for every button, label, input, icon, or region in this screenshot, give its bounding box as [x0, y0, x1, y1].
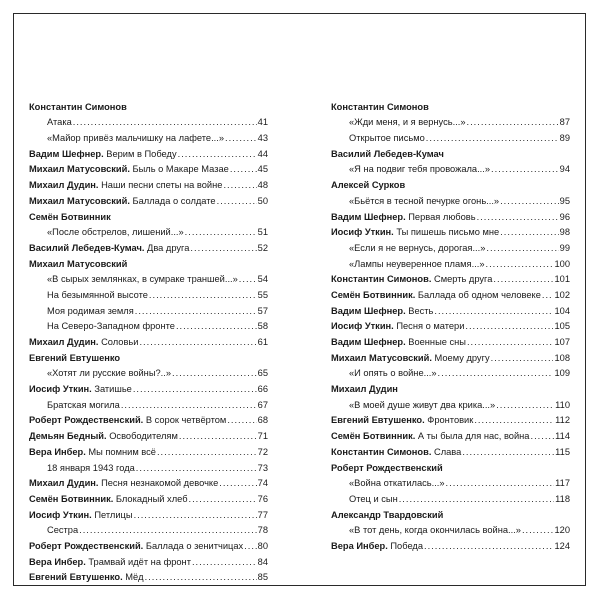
poem-title: «И опять о войне...» [349, 368, 437, 379]
poem-title: Трамвай идёт на фронт [85, 556, 191, 567]
toc-entry [29, 568, 268, 584]
page-number: 104 [554, 305, 570, 316]
page-number: 110 [555, 399, 570, 410]
page-number: 124 [554, 540, 570, 551]
author-name: Евгений Евтушенко [29, 352, 121, 363]
dot-leader [145, 572, 257, 583]
poem-title: Баллада об одном человеке [415, 289, 541, 300]
toc-subentry [29, 458, 268, 474]
dot-leader [486, 259, 554, 270]
toc-entry [29, 426, 268, 442]
author-name: Роберт Рождественский. [29, 415, 144, 426]
dot-leader [179, 431, 257, 442]
author-name: Иосиф Уткин. [29, 384, 92, 395]
dot-leader [136, 463, 257, 474]
dot-leader [189, 494, 257, 505]
author-name: Вадим Шефнер. [29, 148, 104, 159]
page-number: 108 [554, 352, 570, 363]
toc-subentry [29, 317, 268, 333]
poem-title: Песня о матери [393, 321, 465, 332]
dot-leader [424, 541, 553, 552]
page-number: 68 [257, 415, 268, 426]
dot-leader [467, 117, 559, 128]
dot-leader [192, 557, 257, 568]
toc-entry [29, 474, 268, 490]
author-name: Василий Лебедев-Кумач. [29, 242, 145, 253]
toc-entry [331, 442, 570, 458]
dot-leader [491, 353, 554, 364]
author-name: Вера Инбер. [29, 446, 86, 457]
page-number: 89 [559, 133, 570, 144]
page-number: 98 [559, 227, 570, 238]
toc-entry [331, 223, 570, 239]
poem-title: Смерть друга [431, 274, 493, 285]
author-name: Константин Симонов [29, 101, 127, 112]
page-number: 66 [257, 384, 268, 395]
toc-author-heading [331, 505, 570, 521]
page-number: 112 [555, 415, 570, 426]
toc-subentry [331, 254, 570, 270]
poem-title: «Если я не вернусь, дорогая...» [349, 242, 486, 253]
poem-title: Ты пишешь письмо мне [393, 227, 500, 238]
toc-column-left [29, 97, 268, 583]
toc-subentry [331, 160, 570, 176]
toc-entry [29, 552, 268, 568]
dot-leader [491, 164, 559, 175]
author-name: Михаил Дудин. [29, 180, 99, 191]
page-number: 77 [257, 509, 268, 520]
dot-leader [239, 274, 257, 285]
poem-title: Весть [405, 305, 434, 316]
toc-author-heading [29, 348, 268, 364]
toc-subentry [331, 128, 570, 144]
poem-title: «Война откатилась...» [349, 478, 445, 489]
poem-title: Моя родимая земля [47, 305, 134, 316]
page-number: 102 [554, 289, 570, 300]
dot-leader [176, 321, 257, 332]
toc-entry [29, 536, 268, 552]
page-number: 115 [555, 446, 570, 457]
dot-leader [219, 478, 256, 489]
dot-leader [121, 400, 257, 411]
toc-subentry [331, 364, 570, 380]
toc-entry [29, 411, 268, 427]
toc-entry [331, 317, 570, 333]
book-page [13, 13, 586, 586]
toc-subentry [331, 113, 570, 129]
author-name: Александр Твардовский [331, 509, 444, 520]
dot-leader [73, 117, 257, 128]
author-name: Семён Ботвинник. [29, 493, 114, 504]
author-name: Константин Симонов. [331, 446, 432, 457]
dot-leader [542, 290, 554, 301]
toc-subentry [331, 489, 570, 505]
author-name: Вера Инбер. [331, 540, 388, 551]
poem-title: «В моей душе живут два крика...» [349, 399, 496, 410]
toc-subentry [29, 301, 268, 317]
toc-author-heading [29, 254, 268, 270]
author-name: Михаил Матусовский. [29, 195, 130, 206]
dot-leader [178, 149, 257, 160]
toc-author-heading [331, 97, 570, 113]
toc-entry [331, 411, 570, 427]
poem-title: Песня незнакомой девочке [98, 478, 219, 489]
author-name: Михаил Дудин. [29, 478, 99, 489]
page-number: 114 [555, 431, 570, 442]
poem-title: «Я на подвиг тебя провожала...» [349, 164, 491, 175]
toc-subentry [29, 285, 268, 301]
page-number: 95 [559, 195, 570, 206]
dot-leader [465, 321, 553, 332]
poem-title: «Жди меня, и я вернусь...» [349, 117, 466, 128]
page-number: 105 [554, 321, 570, 332]
page-number: 48 [257, 180, 268, 191]
page-number: 80 [257, 540, 268, 551]
poem-title: «Лампы неуверенное пламя...» [349, 258, 485, 269]
poem-title: Быль о Макаре Мазае [129, 164, 229, 175]
page-number: 43 [257, 133, 268, 144]
page-number: 52 [257, 242, 268, 253]
dot-leader [467, 337, 554, 348]
dot-leader [133, 384, 257, 395]
toc-subentry [29, 364, 268, 380]
page-number: 55 [257, 289, 268, 300]
toc-entry [29, 238, 268, 254]
poem-title: Братская могила [47, 399, 120, 410]
dot-leader [399, 494, 554, 505]
toc-subentry [331, 191, 570, 207]
toc-entry [331, 348, 570, 364]
page-number: 73 [257, 462, 268, 473]
dot-leader [227, 415, 256, 426]
dot-leader [486, 243, 558, 254]
dot-leader [474, 415, 554, 426]
poem-title: На безымянной высоте [47, 289, 148, 300]
poem-title: Фронтовик [424, 415, 474, 426]
poem-title: В сорок четвёртом [143, 415, 227, 426]
author-name: Иосиф Уткин. [331, 321, 394, 332]
dot-leader [134, 510, 257, 521]
author-name: Семён Ботвинник. [331, 289, 416, 300]
poem-title: Затишье [91, 384, 132, 395]
poem-title: Победа [387, 540, 424, 551]
dot-leader [500, 227, 558, 238]
poem-title: Освободителям [106, 431, 178, 442]
page-number: 100 [554, 258, 570, 269]
author-name: Василий Лебедев-Кумач [331, 148, 444, 159]
page-number: 87 [559, 117, 570, 128]
page-number: 118 [555, 493, 570, 504]
author-name: Константин Симонов [331, 101, 429, 112]
dot-leader [462, 447, 554, 458]
poem-title: На Северо-Западном фронте [47, 321, 175, 332]
page-number: 107 [554, 337, 570, 347]
toc-subentry [29, 113, 268, 129]
author-name: Вера Инбер. [29, 556, 86, 567]
poem-title: Слава [431, 446, 462, 457]
dot-leader [223, 180, 256, 191]
toc-subentry [331, 238, 570, 254]
dot-leader [434, 306, 553, 317]
poem-title: Сестра [47, 525, 79, 536]
poem-title: Мёд [122, 572, 144, 583]
page-number: 58 [257, 321, 268, 332]
toc-subentry [29, 521, 268, 537]
page-number: 65 [257, 368, 268, 379]
dot-leader [135, 306, 257, 317]
toc-entry [29, 332, 268, 348]
dot-leader [149, 290, 257, 301]
page-number: 84 [257, 556, 268, 567]
page-number: 96 [559, 211, 570, 222]
toc-entry [331, 536, 570, 552]
poem-title: Блокадный хлеб [113, 493, 188, 504]
toc-subentry [331, 474, 570, 490]
toc-entry [331, 285, 570, 301]
page-number: 57 [257, 305, 268, 316]
page-number: 94 [559, 164, 570, 175]
page-number: 50 [257, 195, 268, 206]
author-name: Михаил Дудин [331, 384, 398, 395]
toc-subentry [331, 395, 570, 411]
page-number: 61 [257, 337, 268, 347]
author-name: Семён Ботвинник. [331, 431, 416, 442]
page-number: 71 [257, 431, 268, 442]
page-number: 51 [257, 227, 268, 238]
page-number: 85 [257, 572, 268, 583]
page-number: 41 [257, 117, 268, 128]
poem-title: Верим в Победу [103, 148, 177, 159]
toc-subentry [29, 128, 268, 144]
dot-leader [157, 447, 257, 458]
author-name: Михаил Матусовский [29, 258, 128, 269]
poem-title: «Хотят ли русские войны?..» [47, 368, 172, 379]
toc-subentry [29, 270, 268, 286]
toc-entry [29, 175, 268, 191]
toc-entry [29, 191, 268, 207]
poem-title: «В сырых землянках, в сумраке траншей...» [47, 274, 238, 285]
dot-leader [244, 541, 256, 552]
author-name: Михаил Матусовский. [331, 352, 432, 363]
page-number: 67 [257, 399, 268, 410]
author-name: Михаил Матусовский. [29, 164, 130, 175]
page-number: 120 [554, 525, 570, 536]
page-number: 74 [257, 478, 268, 489]
toc-author-heading [331, 144, 570, 160]
author-name: Вадим Шефнер. [331, 337, 406, 347]
toc-subentry [331, 521, 570, 537]
dot-leader [530, 431, 554, 442]
author-name: Иосиф Уткин. [29, 509, 92, 520]
toc-entry [331, 270, 570, 286]
dot-leader [172, 368, 257, 379]
author-name: Вадим Шефнер. [331, 305, 406, 316]
toc-entry [29, 144, 268, 160]
toc-author-heading [331, 379, 570, 395]
page-number: 76 [257, 493, 268, 504]
page-number: 45 [257, 164, 268, 175]
poem-title: Открытое письмо [349, 133, 425, 144]
author-name: Демьян Бедный. [29, 431, 107, 442]
toc-entry [331, 207, 570, 223]
poem-title: Соловьи [98, 337, 139, 347]
toc-subentry [29, 395, 268, 411]
toc-entry [331, 426, 570, 442]
toc-entry [29, 505, 268, 521]
page-number: 54 [257, 274, 268, 285]
author-name: Роберт Рождественский. [29, 540, 144, 551]
poem-title: «После обстрелов, лишений...» [47, 227, 184, 238]
page-number: 72 [257, 446, 268, 457]
dot-leader [139, 337, 256, 348]
toc-author-heading [331, 458, 570, 474]
toc-author-heading [29, 97, 268, 113]
poem-title: «В тот день, когда окончилась война...» [349, 525, 521, 536]
poem-title: Атака [47, 117, 72, 128]
dot-leader [230, 164, 257, 175]
author-name: Алексей Сурков [331, 180, 406, 191]
dot-leader [217, 196, 257, 207]
toc-entry [331, 332, 570, 348]
dot-leader [190, 243, 256, 254]
author-name: Иосиф Уткин. [331, 227, 394, 238]
dot-leader [496, 400, 554, 411]
author-name: Вадим Шефнер. [331, 211, 406, 222]
dot-leader [185, 227, 257, 238]
toc-entry [331, 301, 570, 317]
poem-title: Военные сны [405, 337, 466, 347]
poem-title: «Бьётся в тесной печурке огонь...» [349, 195, 500, 206]
poem-title: Первая любовь [405, 211, 476, 222]
poem-title: Моему другу [431, 352, 490, 363]
toc-author-heading [331, 175, 570, 191]
author-name: Константин Симонов. [331, 274, 432, 285]
toc-author-heading [29, 207, 268, 223]
toc-column-right [331, 97, 570, 552]
poem-title: А ты была для нас, война [415, 431, 530, 442]
author-name: Семён Ботвинник [29, 211, 111, 222]
author-name: Роберт Рождественский [331, 462, 443, 473]
dot-leader [446, 478, 555, 489]
poem-title: Отец и сын [349, 493, 398, 504]
toc-entry [29, 489, 268, 505]
page-number: 99 [559, 242, 570, 253]
poem-title: 18 января 1943 года [47, 462, 135, 473]
poem-title: Баллада о солдате [129, 195, 216, 206]
author-name: Евгений Евтушенко. [29, 572, 123, 583]
toc-entry [29, 379, 268, 395]
poem-title: «Майор привёз мальчишку на лафете...» [47, 133, 225, 144]
page-number: 117 [555, 478, 570, 489]
author-name: Евгений Евтушенко. [331, 415, 425, 426]
dot-leader [500, 196, 559, 207]
poem-title: Петлицы [91, 509, 133, 520]
page-number: 101 [554, 274, 570, 285]
dot-leader [477, 212, 559, 223]
page-number: 78 [257, 525, 268, 536]
toc-subentry [29, 223, 268, 239]
poem-title: Мы помним всё [85, 446, 156, 457]
dot-leader [438, 368, 554, 379]
dot-leader [225, 133, 257, 144]
poem-title: Два друга [144, 242, 190, 253]
toc-entry [29, 160, 268, 176]
dot-leader [522, 525, 554, 536]
dot-leader [79, 525, 257, 536]
dot-leader [426, 133, 559, 144]
page-number: 44 [257, 148, 268, 159]
page-number: 109 [554, 368, 570, 379]
dot-leader [493, 274, 553, 285]
poem-title: Наши песни спеты на войне [98, 180, 223, 191]
author-name: Михаил Дудин. [29, 337, 99, 347]
toc-entry [29, 442, 268, 458]
poem-title: Баллада о зенитчицах [143, 540, 244, 551]
